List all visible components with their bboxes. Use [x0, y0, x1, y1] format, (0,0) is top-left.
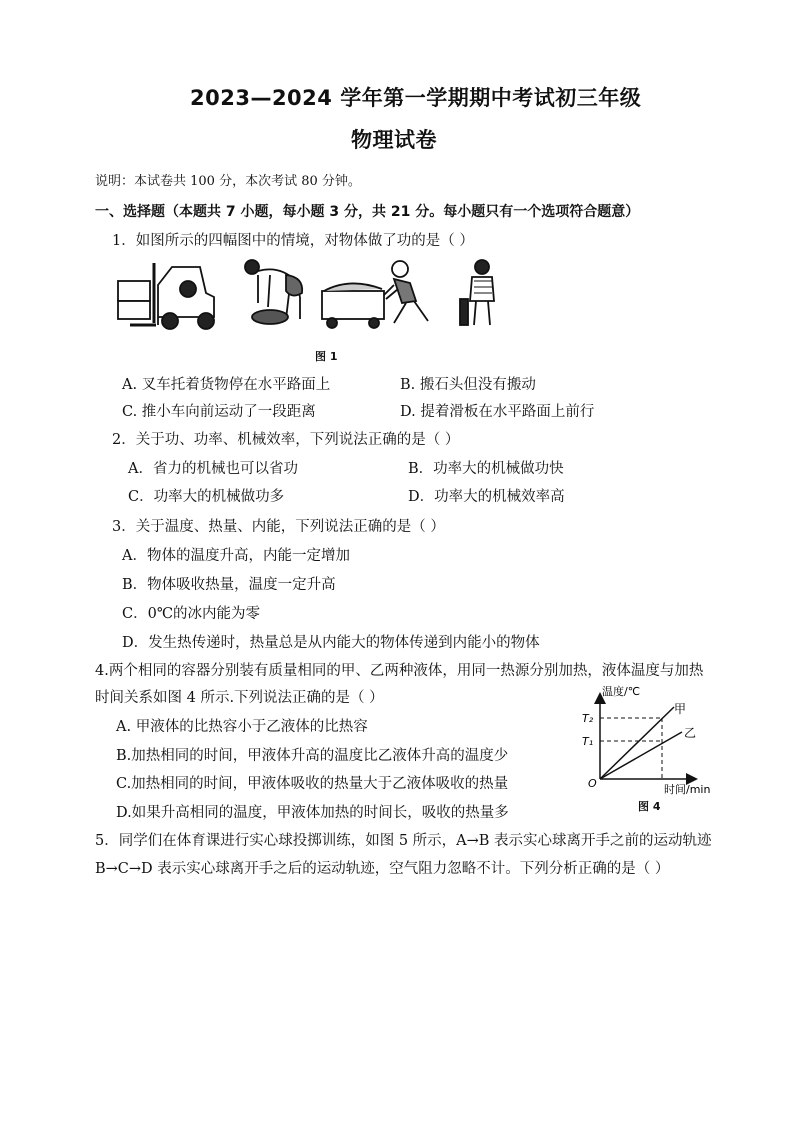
question-5-stem-line-1: 5．同学们在体育课进行实心球投掷训练，如图 5 所示，A→B 表示实心球离开手之前的运动轨迹	[95, 833, 712, 849]
question-3-option-b: B．物体吸收热量，温度一定升高	[122, 577, 336, 593]
question-2-option-b: B．功率大的机械做功快	[408, 461, 564, 477]
question-1-option-d: D. 提着滑板在水平路面上前行	[400, 404, 595, 420]
question-1-option-b: B. 搬石头但没有搬动	[400, 377, 536, 393]
figure-4-caption: 图 4	[638, 800, 661, 813]
x-axis-label: 时间/min	[664, 783, 711, 796]
question-2-stem: 2．关于功、功率、机械效率，下列说法正确的是（ ）	[112, 432, 460, 448]
question-4-option-c: C.加热相同的时间，甲液体吸收的热量大于乙液体吸收的热量	[116, 776, 509, 792]
question-3-option-c: C．0℃的冰内能为零	[122, 606, 261, 622]
question-2-option-c: C．功率大的机械做功多	[128, 489, 285, 505]
exam-note: 说明：本试卷共 100 分，本次考试 80 分钟。	[95, 174, 361, 189]
y-axis-label: 温度/℃	[602, 685, 641, 698]
question-1-option-c: C. 推小车向前运动了一段距离	[122, 404, 316, 420]
t1-label: T₁	[582, 735, 594, 748]
pushing-cart-illustration	[322, 261, 428, 328]
question-3-stem: 3．关于温度、热量、内能，下列说法正确的是（ ）	[112, 519, 445, 535]
carrying-skateboard-illustration	[460, 260, 494, 325]
question-3-option-d: D．发生热传递时，热量总是从内能大的物体传递到内能小的物体	[122, 635, 540, 651]
figure-4-graph	[560, 683, 730, 808]
question-4-option-a: A. 甲液体的比热容小于乙液体的比热容	[116, 719, 368, 735]
question-4-stem-line-1: 4.两个相同的容器分别装有质量相同的甲、乙两种液体，用同一热源分别加热，液体温度与加热	[95, 663, 704, 679]
origin-label: O	[588, 777, 597, 790]
question-1-option-a: A. 叉车托着货物停在水平路面上	[122, 377, 331, 393]
question-1-stem: 1．如图所示的四幅图中的情境，对物体做了功的是（ ）	[112, 233, 474, 249]
series-label-yi: 乙	[684, 726, 697, 740]
exam-title: 2023—2024 学年第一学期期中考试初三年级	[190, 86, 642, 110]
figure-1-illustrations	[110, 255, 510, 335]
forklift-illustration	[118, 263, 214, 329]
question-4-stem-line-2: 时间关系如图 4 所示.下列说法正确的是（ ）	[95, 690, 384, 706]
question-4-option-b: B.加热相同的时间，甲液体升高的温度比乙液体升高的温度少	[116, 748, 509, 764]
question-5-stem-line-2: B→C→D 表示实心球离开手之后的运动轨迹，空气阻力忽略不计。下列分析正确的是（ ）	[95, 861, 670, 877]
series-label-jia: 甲	[674, 702, 687, 716]
exam-subtitle: 物理试卷	[351, 128, 437, 152]
section-heading: 一、选择题（本题共 7 小题，每小题 3 分，共 21 分。每小题只有一个选项符合题意）	[95, 204, 640, 220]
question-2-option-a: A．省力的机械也可以省功	[128, 461, 298, 477]
figure-1-caption: 图 1	[315, 350, 338, 363]
lifting-stone-illustration	[245, 260, 302, 324]
question-4-option-d: D.如果升高相同的温度，甲液体加热的时间长，吸收的热量多	[116, 805, 509, 821]
question-2-option-d: D．功率大的机械效率高	[408, 489, 565, 505]
t2-label: T₂	[582, 712, 594, 725]
question-3-option-a: A．物体的温度升高，内能一定增加	[122, 548, 350, 564]
